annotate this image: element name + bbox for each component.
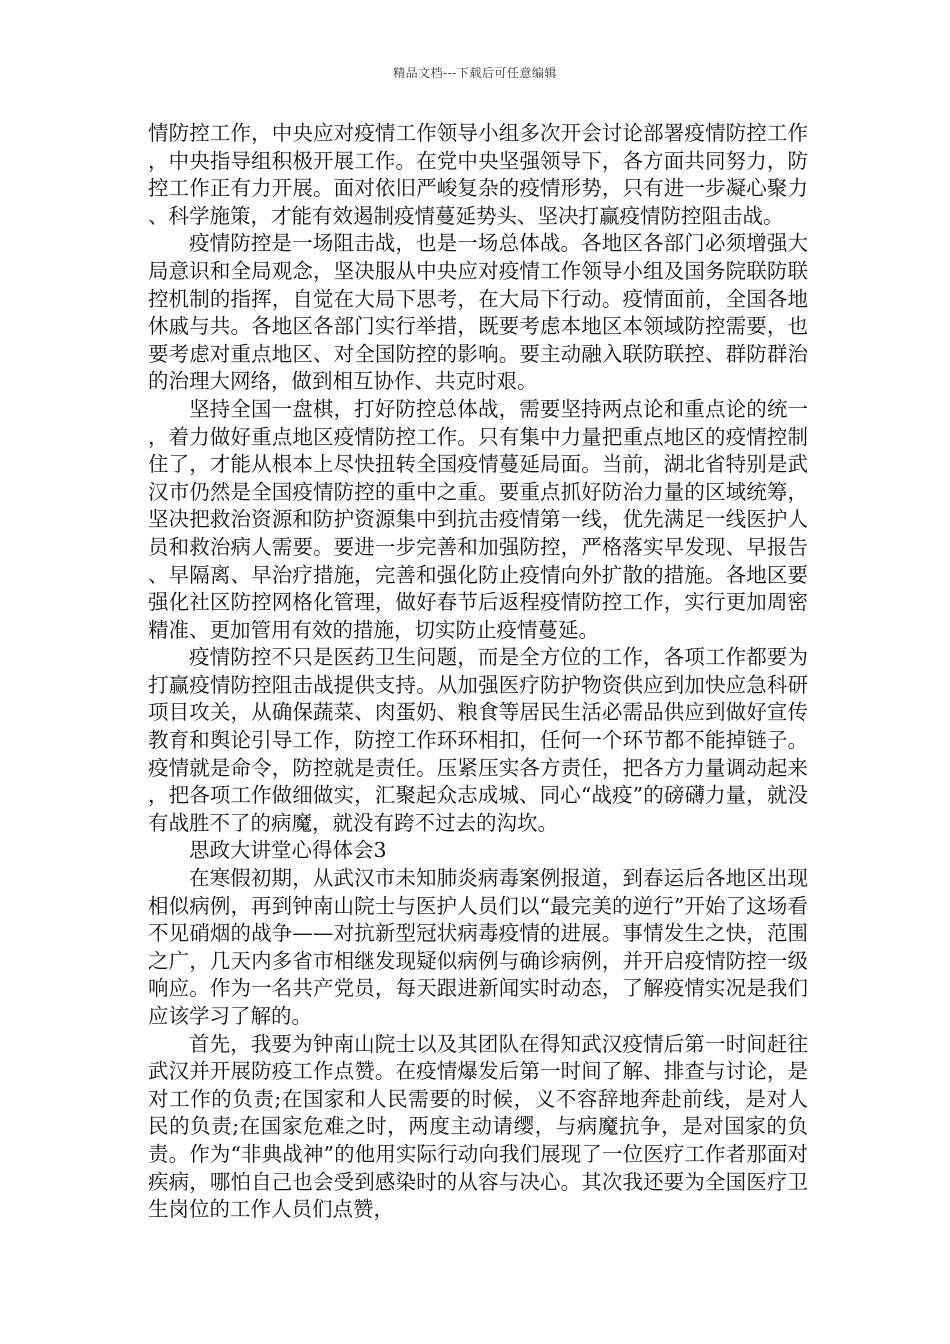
paragraph: 在寒假初期，从武汉市未知肺炎病毒案例报道，到春运后各地区出现相似病例，再到钟南山院士与医护人员们以“最完美的逆行”开始了这场看不见硝烟的战争——对抗新型冠状病毒疫情的进展。事情发生之快，范围之广，几天内多省市相继发现疑似病例与确诊病例，并开启疫情防控一级响应。作为一名共产党员，每天跟进新闻实时动态，了解疫情实况是我们应该学习了解的。: [148, 866, 808, 1028]
document-body: [148, 120, 808, 1224]
paragraph: 首先，我要为钟南山院士以及其团队在得知武汉疫情后第一时间赶往武汉并开展防疫工作点赞。在疫情爆发后第一时间了解、排查与讨论，是对工作的负责;在国家和人民需要的时候，义不容辞地奔赴前线，是对人民的负责;在国家危难之时，两度主动请缨，与病魔抗争，是对国家的负责。作为“非典战神”的他用实际行动向我们展现了一位医疗工作者那面对疾病，哪怕自己也会受到感染时的从容与决心。其次我还要为全国医疗卫生岗位的工作人员们点赞，: [148, 1031, 808, 1222]
section-heading: 思政大讲堂心得体会3: [189, 838, 387, 863]
paragraph: 坚持全国一盘棋，打好防控总体战，需要坚持两点论和重点论的统一，着力做好重点地区疫情防控工作。只有集中力量把重点地区的疫情控制住了，才能从根本上尽快扭转全国疫情蔓延局面。当前，湖北省特别是武汉市仍然是全国疫情防控的重中之重。要重点抓好防治力量的区域统筹，坚决把救治资源和防护资源集中到抗击疫情第一线，优先满足一线医护人员和救治病人需要。要进一步完善和加强防控，严格落实早发现、早报告、早隔离、早治疗措施，完善和强化防止疫情向外扩散的措施。各地区要强化社区防控网格化管理，做好春节后返程疫情防控工作，实行更加周密精准、更加管用有效的措施，切实防止疫情蔓延。: [148, 396, 808, 642]
paragraph-continuation: 情防控工作，中央应对疫情工作领导小组多次开会讨论部署疫情防控工作，中央指导组积极开展工作。在党中央坚强领导下，各方面共同努力，防控工作正有力开展。面对依旧严峻复杂的疫情形势，只有进一步凝心聚力、科学施策，才能有效遏制疫情蔓延势头、坚决打赢疫情防控阻击战。: [148, 121, 808, 228]
paragraph: 疫情防控是一场阻击战，也是一场总体战。各地区各部门必须增强大局意识和全局观念，坚决服从中央应对疫情工作领导小组及国务院联防联控机制的指挥，自觉在大局下思考，在大局下行动。疫情面前，全国各地休戚与共。各地区各部门实行举措，既要考虑本地区本领域防控需要，也要考虑对重点地区、对全国防控的影响。要主动融入联防联控、群防群治的治理大网络，做到相互协作、共克时艰。: [148, 231, 808, 394]
page-header: 精品文档---下载后可任意编辑: [393, 66, 557, 80]
paragraph: 疫情防控不只是医药卫生问题，而是全方位的工作，各项工作都要为打赢疫情防控阻击战提供支持。从加强医疗防护物资供应到加快应急科研项目攻关，从确保蔬菜、肉蛋奶、粮食等居民生活必需品供应到做好宣传教育和舆论引导工作，防控工作环环相扣，任何一个环节都不能掉链子。疫情就是命令，防控就是责任。压紧压实各方责任，把各方力量调动起来，把各项工作做细做实，汇聚起众志成城、同心“战疫”的磅礴力量，就没有战胜不了的病魔，就没有跨不过去的沟坎。: [148, 645, 808, 835]
